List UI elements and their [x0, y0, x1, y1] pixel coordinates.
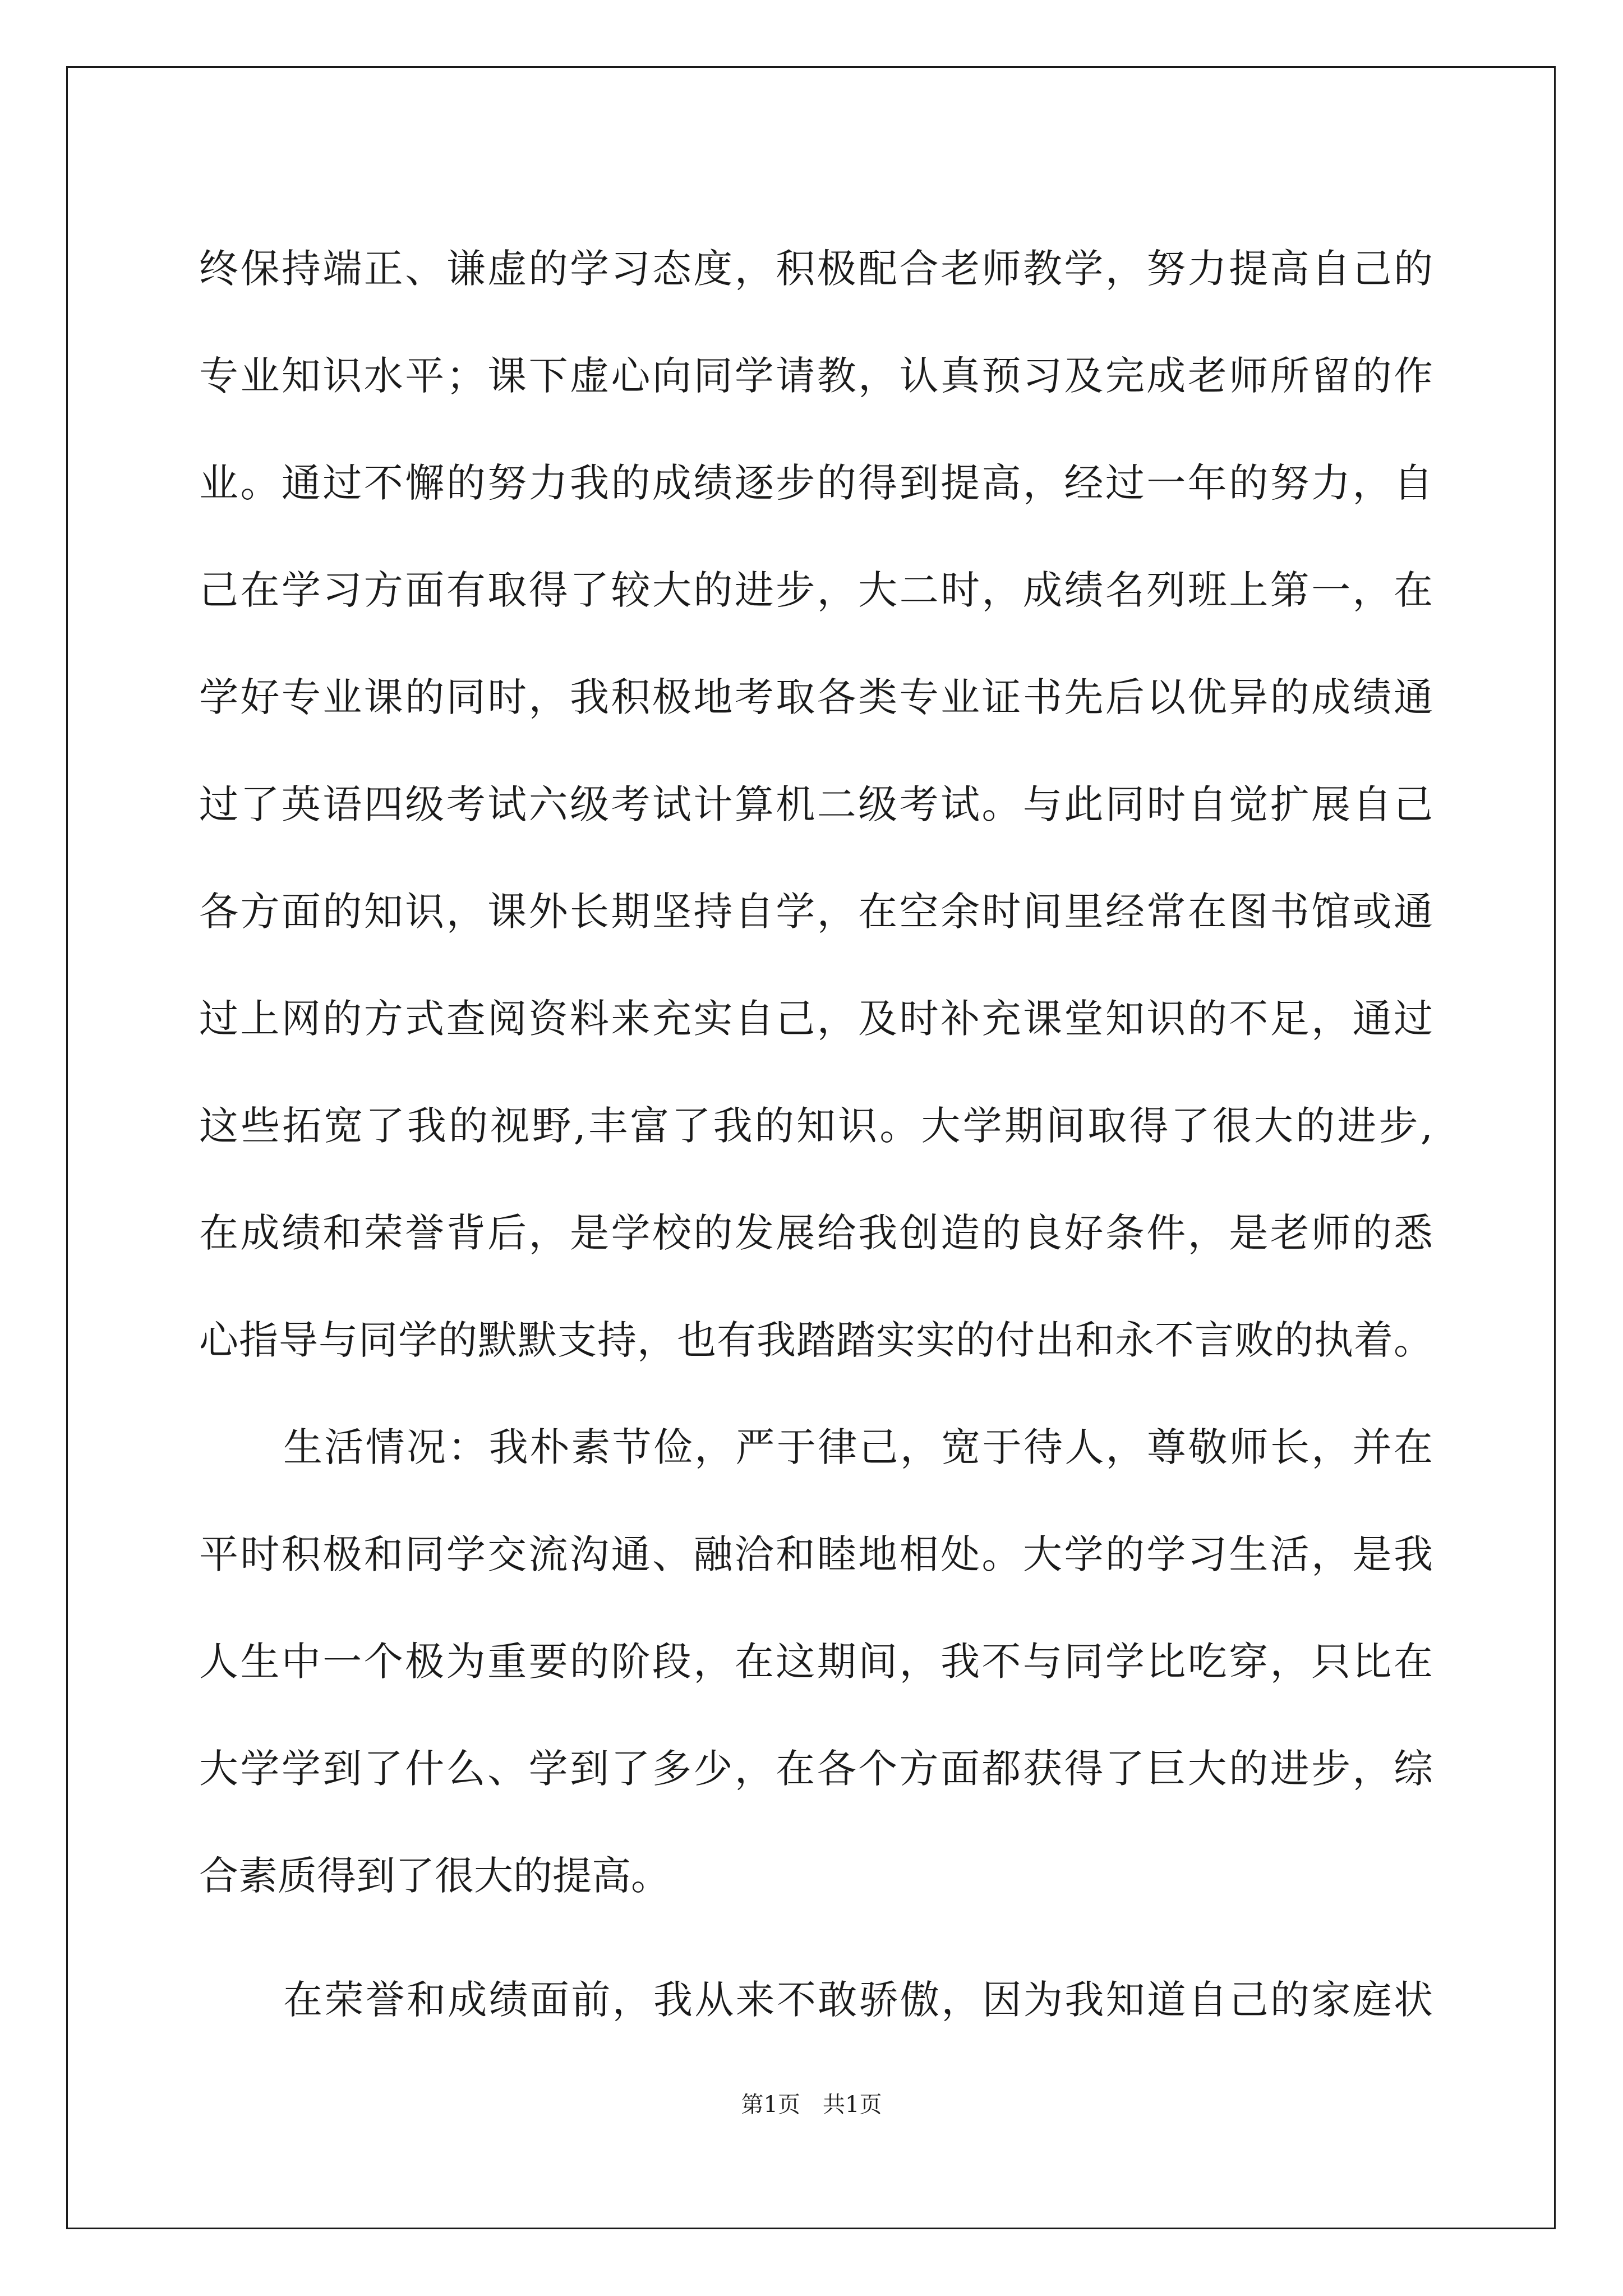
text-line: 平时积极和同学交流沟通、融洽和睦地相处。大学的学习生活，是我	[199, 1531, 1433, 1577]
page-number-footer: 第1页 共1页	[741, 2092, 882, 2118]
text-line: 专业知识水平；课下虚心向同学请教，认真预习及完成老师所留的作	[199, 353, 1433, 399]
text-line: 各方面的知识，课外长期坚持自学，在空余时间里经常在图书馆或通	[199, 889, 1433, 935]
text-line: 大学学到了什么、学到了多少，在各个方面都获得了巨大的进步，综	[199, 1746, 1433, 1792]
text-line: 学好专业课的同时，我积极地考取各类专业证书先后以优异的成绩通	[199, 674, 1433, 720]
text-line: 在成绩和荣誉背后，是学校的发展给我创造的良好条件，是老师的悉	[199, 1210, 1433, 1256]
paragraph-start-line: 在荣誉和成绩面前，我从来不敢骄傲，因为我知道自己的家庭状	[283, 1977, 1433, 2023]
document-body	[199, 215, 1433, 2054]
text-line: 过了英语四级考试六级考试计算机二级考试。与此同时自觉扩展自己	[199, 781, 1433, 827]
text-line: 终保持端正、谦虚的学习态度，积极配合老师教学，努力提高自己的	[199, 246, 1433, 292]
text-line: 这些拓宽了我的视野,丰富了我的知识。大学期间取得了很大的进步,	[199, 1103, 1433, 1149]
paragraph-start-line: 生活情况：我朴素节俭，严于律己，宽于待人，尊敬师长，并在	[283, 1424, 1433, 1470]
paragraph-end-line: 合素质得到了很大的提高。	[199, 1853, 670, 1899]
text-line: 人生中一个极为重要的阶段，在这期间，我不与同学比吃穿，只比在	[199, 1639, 1433, 1685]
text-line: 过上网的方式查阅资料来充实自己，及时补充课堂知识的不足，通过	[199, 996, 1433, 1042]
text-line: 己在学习方面有取得了较大的进步，大二时，成绩名列班上第一，在	[199, 567, 1433, 613]
text-line: 业。通过不懈的努力我的成绩逐步的得到提高，经过一年的努力，自	[199, 460, 1433, 506]
text-line: 心指导与同学的默默支持，也有我踏踏实实的付出和永不言败的执着。	[199, 1317, 1433, 1363]
